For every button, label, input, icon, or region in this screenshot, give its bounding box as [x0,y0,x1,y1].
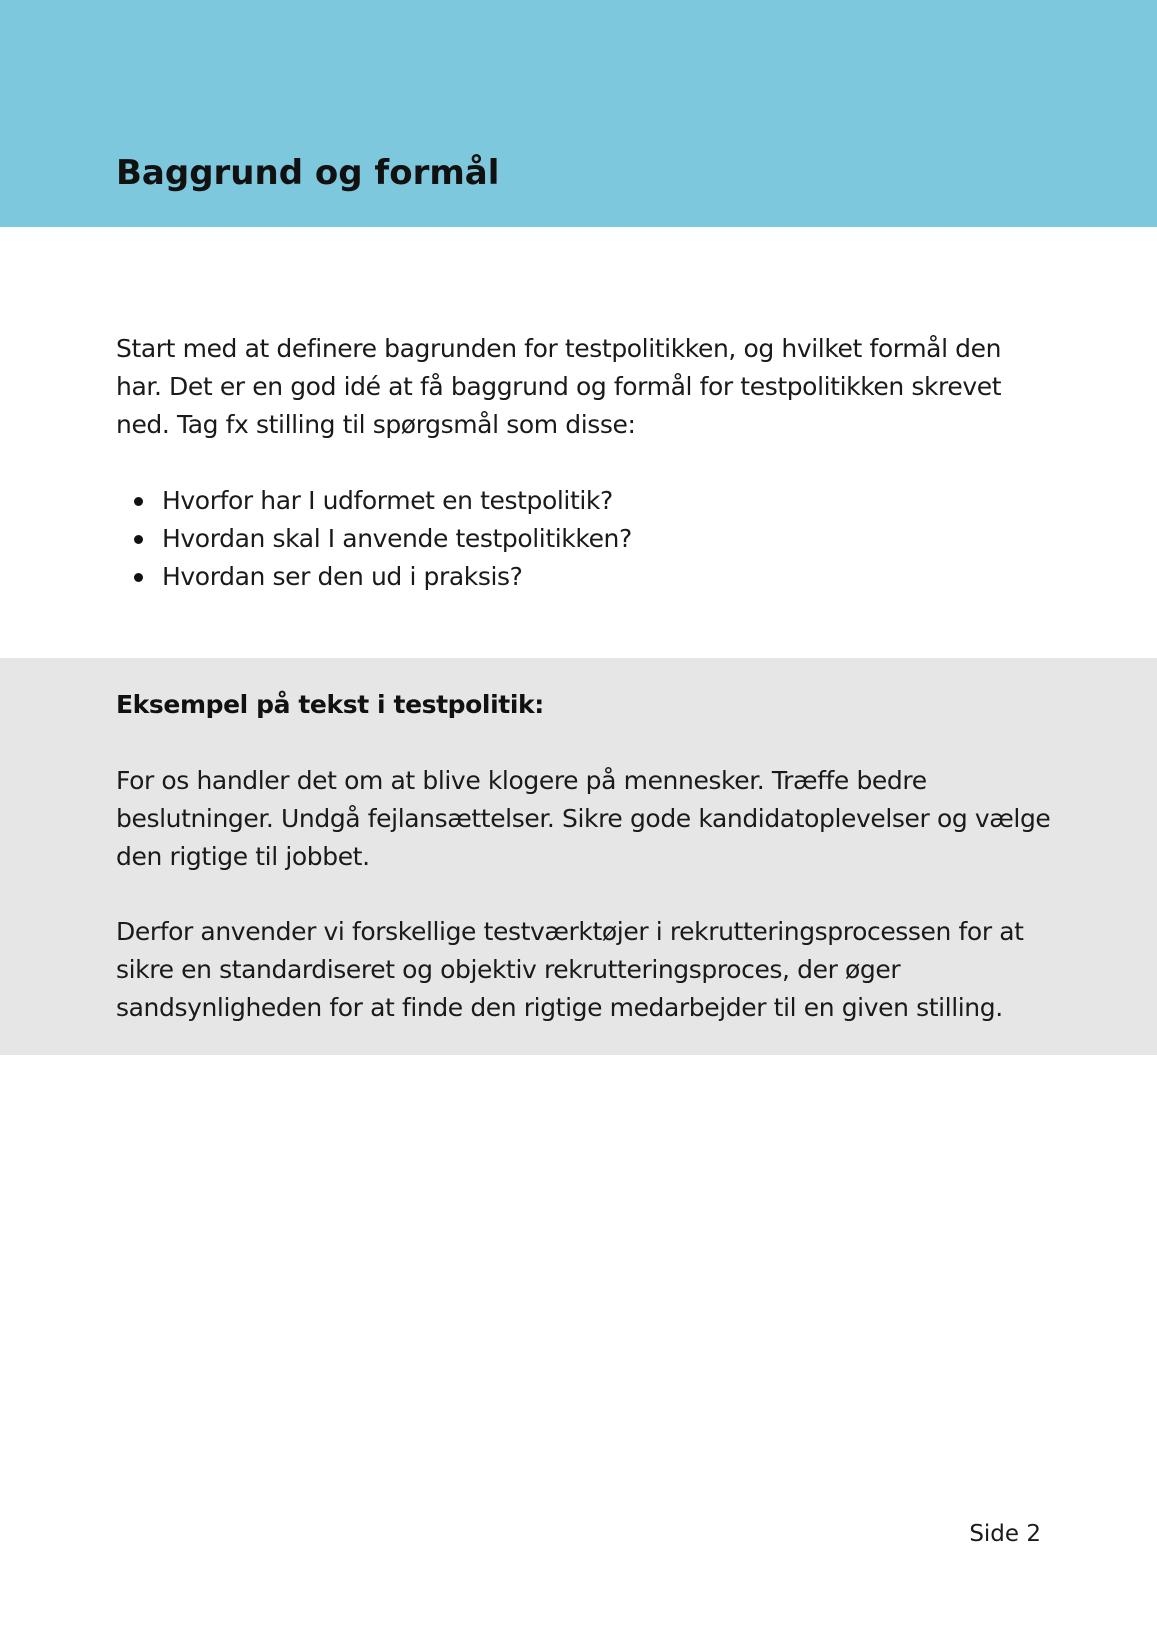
question-text: Hvordan ser den ud i praksis? [162,562,523,591]
example-paragraph: For os handler det om at blive klogere på mennesker. Træffe bedre beslutninger. Undgå fejlansættelser. Sikre gode kandidatoplevelser og vælge den rigtige til jobbet. [116,766,1051,871]
bullet-icon [134,573,143,582]
bullet-icon [134,535,143,544]
question-list [116,482,632,596]
list-item [116,520,632,558]
list-item [116,482,632,520]
question-text: Hvorfor har I udformet en testpolitik? [162,486,613,515]
question-text: Hvordan skal I anvende testpolitikken? [162,524,632,553]
example-paragraph: Derfor anvender vi forskellige testværktøjer i rekrutteringsprocessen for at sikre en standardiseret og objektiv rekrutteringsproces, der øger sandsynligheden for at finde den rigtige medarbejder til en given stilling. [116,917,1024,1022]
intro-paragraph: Start med at definere bagrunden for testpolitikken, og hvilket formål den har. Det er en god idé at få baggrund og formål for testpolitikken skrevet ned. Tag fx stilling til spørgsmål som disse: [116,334,1002,439]
page-number: Side 2 [969,1521,1041,1547]
list-item [116,558,632,596]
page-title: Baggrund og formål [116,153,500,193]
bullet-icon [134,497,143,506]
example-heading: Eksempel på tekst i testpolitik: [116,690,544,719]
